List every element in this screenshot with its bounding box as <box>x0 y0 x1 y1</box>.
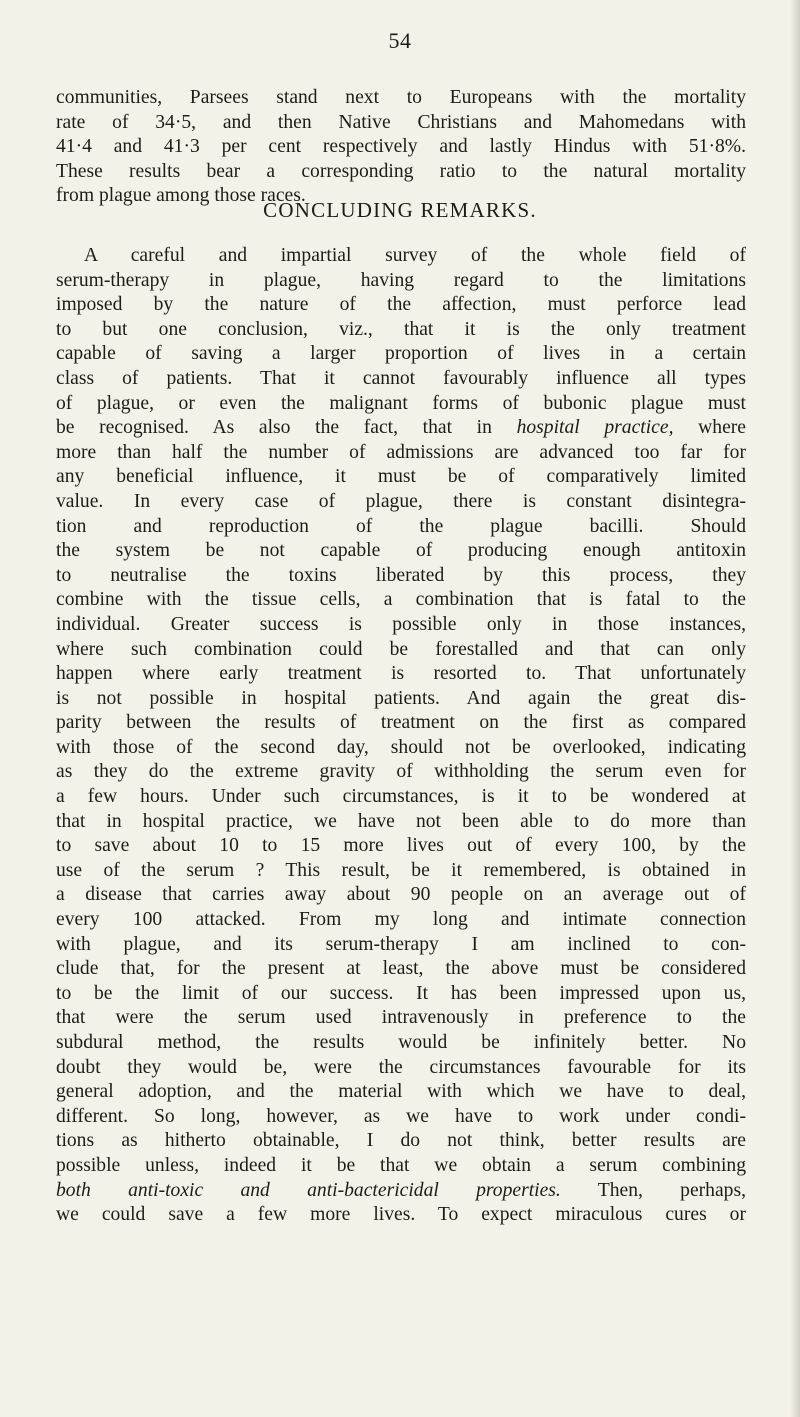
text-line: capable of saving a larger proportion of lives in a certain <box>56 343 746 365</box>
text-fragment: Then, perhaps, <box>560 1179 746 1201</box>
text-line: combine with the tissue cells, a combination that is fatal to the <box>56 589 746 611</box>
text-line: subdural method, the results would be infinitely better. No <box>56 1032 746 1053</box>
text-line: general adoption, and the material with which we have to deal, <box>56 1081 746 1103</box>
text-fragment: where <box>673 417 747 439</box>
italic-phrase: hospital practice, <box>516 417 674 439</box>
text-line: more than half the number of admissions are advanced too far for <box>56 441 746 463</box>
concluding-paragraph <box>56 244 746 1228</box>
text-line: as they do the extreme gravity of withholding the serum even for <box>56 761 746 783</box>
page-edge-shadow <box>790 0 800 1417</box>
text-line: doubt they would be, were the circumstances favourable for its <box>56 1056 746 1078</box>
text-line: any beneficial influence, it must be of comparatively limited <box>56 466 746 488</box>
text-line: different. So long, however, as we have to work under condi- <box>56 1105 746 1127</box>
text-line: tion and reproduction of the plague bacilli. Should <box>56 515 746 537</box>
text-line: imposed by the nature of the affection, must perforce lead <box>56 294 746 316</box>
text-line: use of the serum ? This result, be it remembered, is obtained in <box>56 859 746 881</box>
text-line: A careful and impartial survey of the whole field of <box>84 245 746 266</box>
text-line: These results bear a corresponding ratio to the natural mortality <box>56 160 746 182</box>
text-line: class of patients. That it cannot favourably influence all types <box>56 367 746 389</box>
text-line: the system be not capable of producing enough antitoxin <box>56 540 746 562</box>
text-line: happen where early treatment is resorted to. That unfortunately <box>56 663 746 685</box>
text-fragment: be recognised. As also the fact, that in <box>56 417 517 439</box>
text-line: a few hours. Under such circumstances, is it to be wondered at <box>56 786 746 808</box>
text-line: rate of 34·5, and then Native Christians and Mahomedans with <box>56 111 746 133</box>
text-line: that in hospital practice, we have not been able to do more than <box>56 810 746 832</box>
text-line: that were the serum used intravenously in preference to the <box>56 1007 746 1029</box>
text-line: to save about 10 to 15 more lives out of every 100, by the <box>56 835 746 857</box>
text-line-mixed <box>56 416 746 441</box>
text-line: to neutralise the toxins liberated by this process, they <box>56 564 746 586</box>
text-line: possible unless, indeed it be that we obtain a serum combining <box>56 1154 746 1176</box>
text-line: tions as hitherto obtainable, I do not think, better results are <box>56 1130 746 1152</box>
text-line: every 100 attacked. From my long and intimate connection <box>56 909 746 931</box>
text-line: serum-therapy in plague, having regard to the limitations <box>56 269 746 291</box>
text-line: individual. Greater success is possible only in those instances, <box>56 613 746 635</box>
text-line: to be the limit of our success. It has been impressed upon us, <box>56 982 746 1004</box>
text-line: clude that, for the present at least, the above must be considered <box>56 958 746 980</box>
text-line: from plague among those races. <box>56 185 306 207</box>
italic-phrase: both anti-toxic and anti-bactericidal properties. <box>56 1179 561 1201</box>
text-line: 41·4 and 41·3 per cent respectively and lastly Hindus with 51·8%. <box>56 136 746 158</box>
text-line: we could save a few more lives. To expect miraculous cures or <box>56 1204 746 1226</box>
text-line: where such combination could be forestalled and that can only <box>56 638 746 660</box>
text-line-mixed <box>56 1179 746 1204</box>
text-line: with plague, and its serum-therapy I am inclined to con- <box>56 933 746 955</box>
text-line: a disease that carries away about 90 people on an average out of <box>56 884 746 906</box>
text-line: to but one conclusion, viz., that it is the only treatment <box>56 318 746 340</box>
page-number: 54 <box>388 28 412 53</box>
text-line: of plague, or even the malignant forms of bubonic plague must <box>56 392 746 414</box>
text-line: is not possible in hospital patients. And again the great dis- <box>56 687 746 709</box>
intro-paragraph <box>56 86 746 209</box>
section-heading: CONCLUDING REMARKS. <box>263 198 537 222</box>
text-line: communities, Parsees stand next to Europeans with the mortality <box>56 87 746 108</box>
text-line: value. In every case of plague, there is constant disintegra- <box>56 490 746 512</box>
text-line: parity between the results of treatment on the first as compared <box>56 712 746 734</box>
text-line: with those of the second day, should not be overlooked, indicating <box>56 736 746 758</box>
